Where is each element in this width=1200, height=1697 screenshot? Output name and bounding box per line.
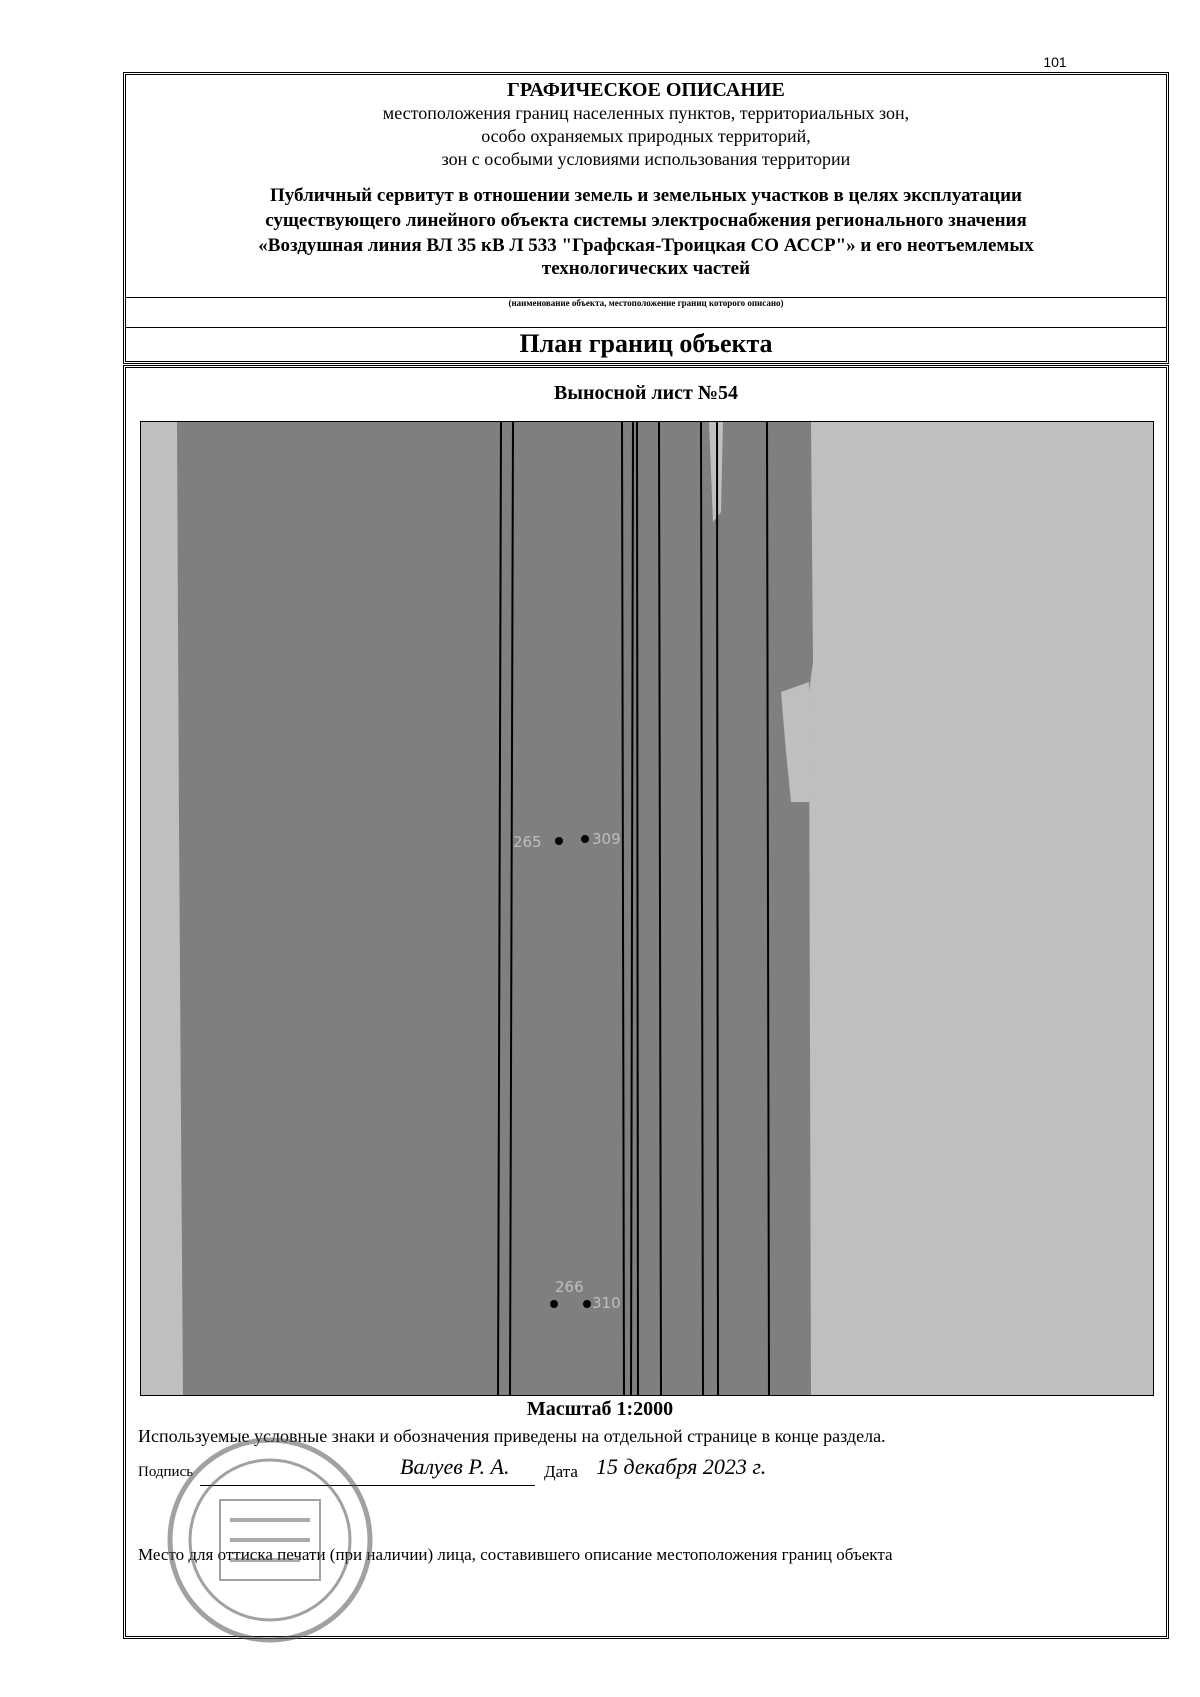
signature-label: Подпись [138,1464,194,1480]
boundary-line [637,422,638,1396]
point-label: 265 [513,833,542,851]
boundary-map [140,421,1154,1396]
legend-note: Используемые условные знаки и обозначения приведены на отдельной странице в конце раздела. [138,1426,886,1446]
boundary-point [550,1300,558,1308]
subtitle-line-1: местоположения границ населенных пунктов, территориальных зон, [382,103,910,123]
map-scale: Масштаб 1:2000 [526,1398,674,1420]
date-label: Дата [544,1462,578,1481]
object-name-line-3: «Воздушная линия ВЛ 35 кВ Л 533 "Графская-Троицкая СО АССР"» и его неотъемлемых [258,235,1034,256]
divider [126,327,1166,328]
object-name-line-1: Публичный сервитут в отношении земель и земельных участков в целях эксплуатации [270,185,1022,206]
boundary-line [717,422,718,1396]
signer-name: Валуев Р. А. [400,1454,510,1479]
object-caption: (наименование объекта, местоположение границ которого описано) [508,298,784,308]
date-value: 15 декабря 2023 г. [596,1454,767,1479]
object-name-line-4: технологических частей [541,258,751,279]
point-label: 266 [555,1278,584,1296]
stamp-placeholder-note: Место для оттиска печати (при наличии) лица, составившего описание местоположения границ объекта [138,1545,893,1564]
plan-title: План границ объекта [519,329,773,358]
subtitle-line-3: зон с особыми условиями использования территории [441,149,851,169]
seal-stamp [150,1430,380,1680]
point-label: 309 [592,830,621,848]
page-number: 101 [1043,54,1067,70]
map-canvas [141,422,1154,1396]
boundary-point [555,837,563,845]
object-name-line-2: существующего линейного объекта системы электроснабжения регионального значения [265,210,1027,231]
boundary-point [581,835,589,843]
boundary-point [583,1300,591,1308]
document-title: ГРАФИЧЕСКОЕ ОПИСАНИЕ [507,79,785,101]
point-label: 310 [592,1294,621,1312]
subtitle-line-2: особо охраняемых природных территорий, [481,126,811,146]
sheet-title: Выносной лист №54 [554,382,738,404]
header-frame [123,72,1169,364]
